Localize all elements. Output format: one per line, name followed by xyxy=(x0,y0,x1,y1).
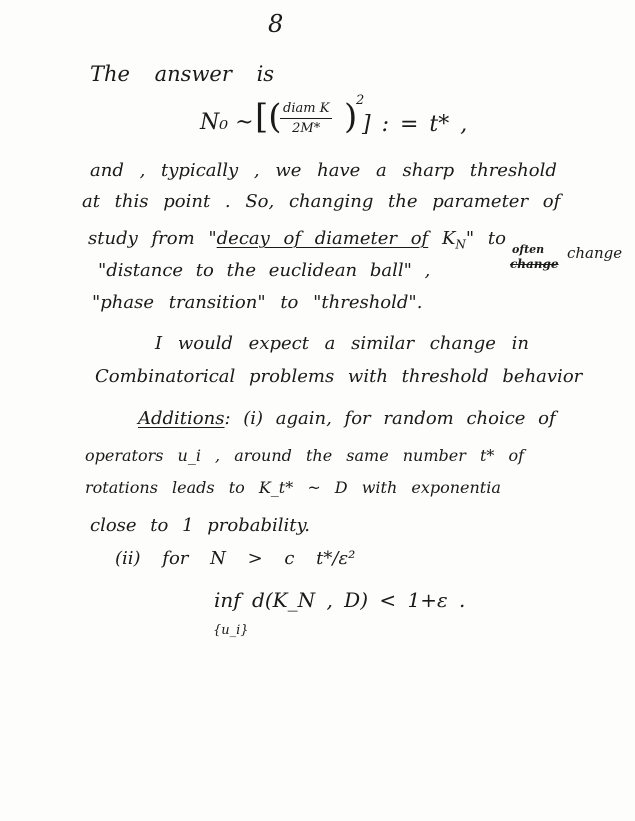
line-answer-intro: The answer is xyxy=(90,62,275,86)
decay-of-diameter-text: decay of diameter of xyxy=(216,228,429,249)
n-subscript: N xyxy=(455,237,466,252)
inserted-often: often xyxy=(512,243,545,256)
formula-rhs: ] : = t* , xyxy=(362,112,468,137)
line-combinatorical: Combinatorical problems with threshold behavior xyxy=(95,366,583,387)
distance-euclidean-text: "distance to the euclidean ball" , xyxy=(98,260,431,281)
crossed-out-change: change xyxy=(510,257,559,271)
formula-open-brackets: [( xyxy=(255,97,282,137)
line-case-ii: (ii) for N > c t*/ε² xyxy=(115,548,356,569)
line-rotations: rotations leads to K_t* ~ D with exponentia xyxy=(85,478,501,497)
line-sharp-threshold: and , typically , we have a sharp threshold xyxy=(90,160,557,181)
formula-fraction xyxy=(280,102,332,135)
line-operators: operators u_i , around the same number t* of xyxy=(85,446,525,465)
line-at-this-point: at this point . So, changing the parameter of xyxy=(82,191,561,212)
formula-lhs: N₀ ~ xyxy=(200,110,254,135)
line-inf-distance: inf d(K_N , D) < 1+ε . xyxy=(214,588,466,612)
line-phase-transition: "phase transition" to "threshold". xyxy=(92,292,423,313)
additions-heading: Additions xyxy=(138,408,225,429)
line-additions xyxy=(138,410,556,428)
line-set-ui: {u_i} xyxy=(213,623,249,638)
line-study-from xyxy=(88,230,506,251)
k-symbol: K xyxy=(441,228,456,249)
to-text: " to xyxy=(465,228,506,249)
line-distance-euclidean xyxy=(98,262,430,280)
formula-close-paren: ) xyxy=(344,97,358,137)
study-from-text: study from " xyxy=(88,228,217,249)
line-close-to-one: close to 1 probability. xyxy=(90,515,310,536)
word-change: change xyxy=(567,244,623,262)
page-number: 8 xyxy=(268,10,284,38)
line-expect-change: I would expect a similar change in xyxy=(155,333,530,354)
fraction-denominator: 2M* xyxy=(292,121,321,136)
fraction-numerator: diam K xyxy=(280,102,332,119)
formula-exponent: 2 xyxy=(356,93,365,108)
additions-text: : (i) again, for random choice of xyxy=(224,408,556,429)
